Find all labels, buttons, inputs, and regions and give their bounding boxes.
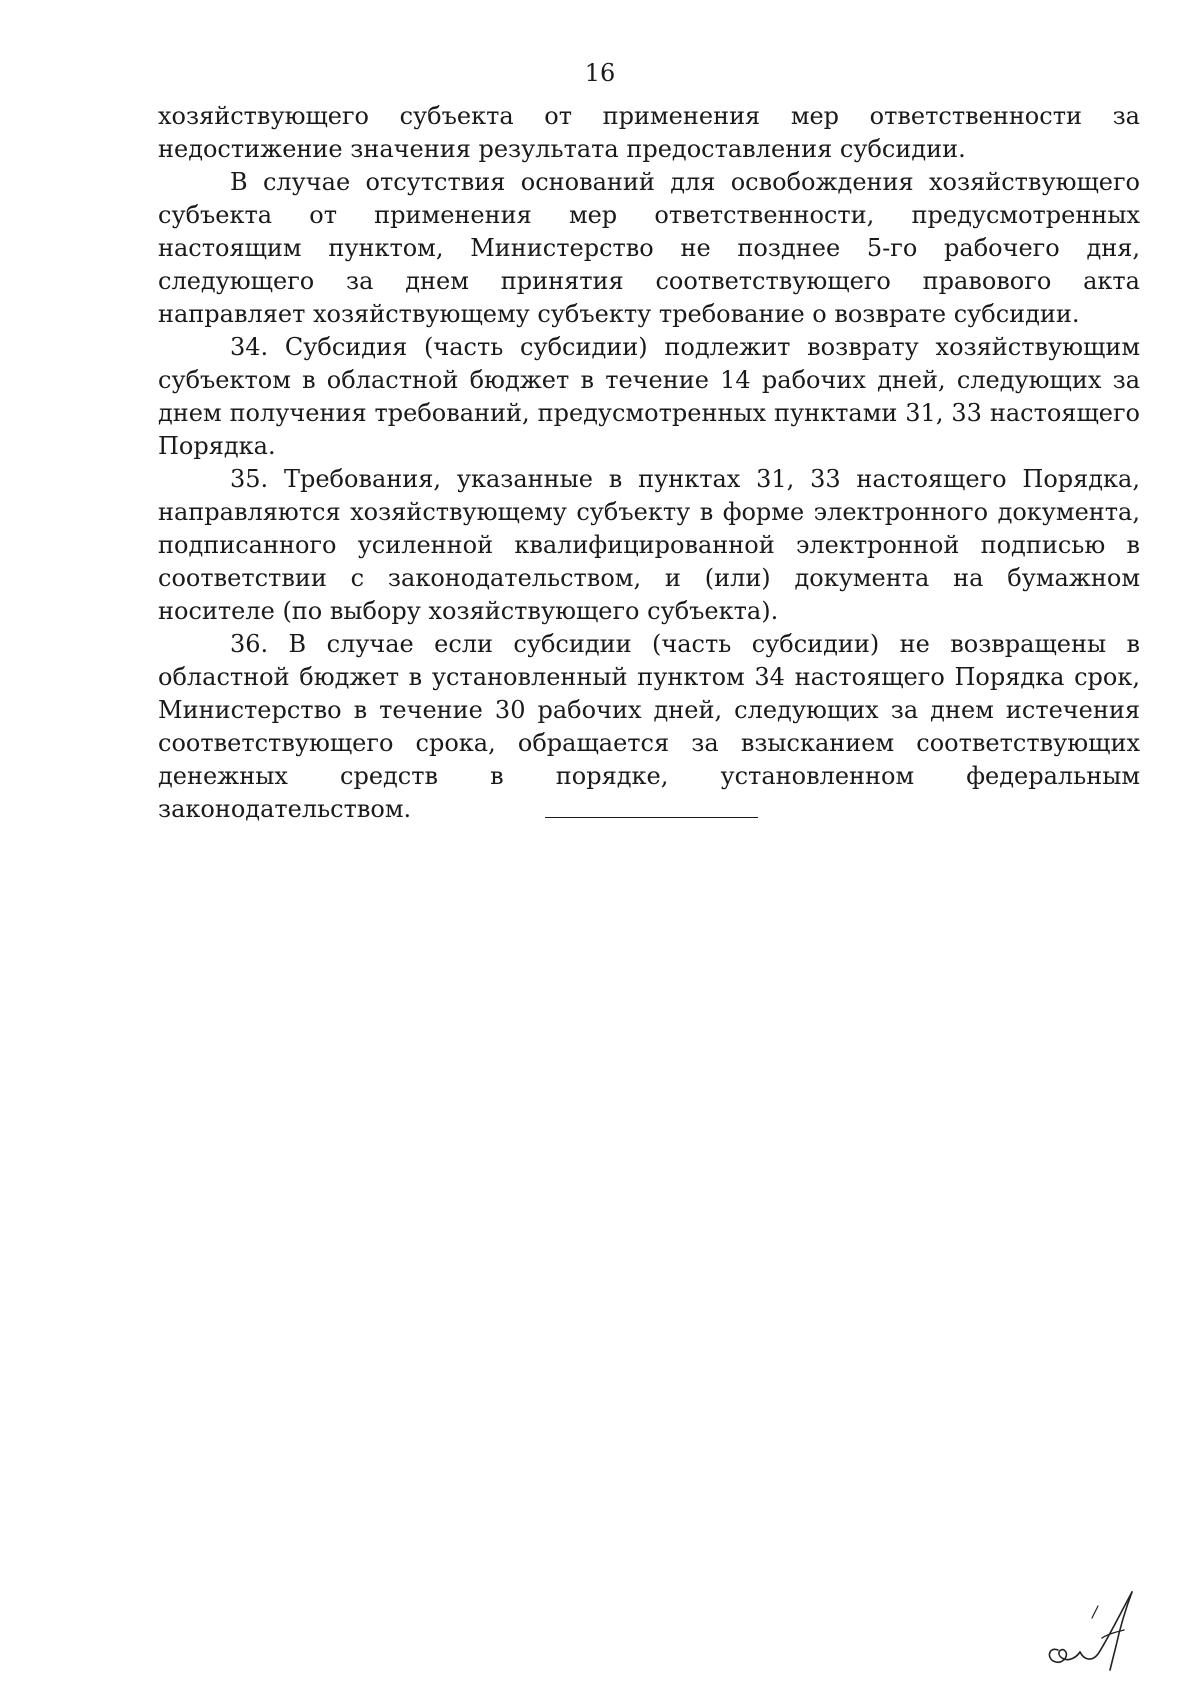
page-number: 16 [584, 59, 616, 87]
handwritten-signature [1040, 1588, 1150, 1678]
paragraph-item-35: 35. Требования, указанные в пунктах 31, 33 настоящего Порядка, направляются хозяйствующему субъекту в форме электронного документа, подписанного усиленной квалифицированной электронной подписью в соответствии с законодательством, и (или) документа на бумажном носителе (по выбору хозяйствующего субъекта). [158, 465, 1140, 625]
end-of-text-rule [545, 817, 758, 818]
paragraph-continuation: хозяйствующего субъекта от применения мер ответственности за недостижение значения результата предоставления субсидии. [158, 102, 1140, 163]
paragraph-no-grounds: В случае отсутствия оснований для освобождения хозяйствующего субъекта от применения мер ответственности, предусмотренных настоящим пунктом, Министерство не позднее 5-го рабочего дня, следующего за днем принятия соответствующего правового акта направляет хозяйствующему субъекту требование о возврате субсидии. [158, 168, 1140, 328]
document-body [158, 100, 1140, 826]
paragraph-item-36: 36. В случае если субсидии (часть субсидии) не возвращены в областной бюджет в установленный пунктом 34 настоящего Порядка срок, Министерство в течение 30 рабочих дней, следующих за днем истечения соответствующего срока, обращается за взысканием соответствующих денежных средств в порядке, установленном федеральным законодательством. [158, 630, 1140, 823]
paragraph-item-34: 34. Субсидия (часть субсидии) подлежит возврату хозяйствующим субъектом в областной бюджет в течение 14 рабочих дней, следующих за днем получения требований, предусмотренных пунктами 31, 33 настоящего Порядка. [158, 333, 1140, 460]
